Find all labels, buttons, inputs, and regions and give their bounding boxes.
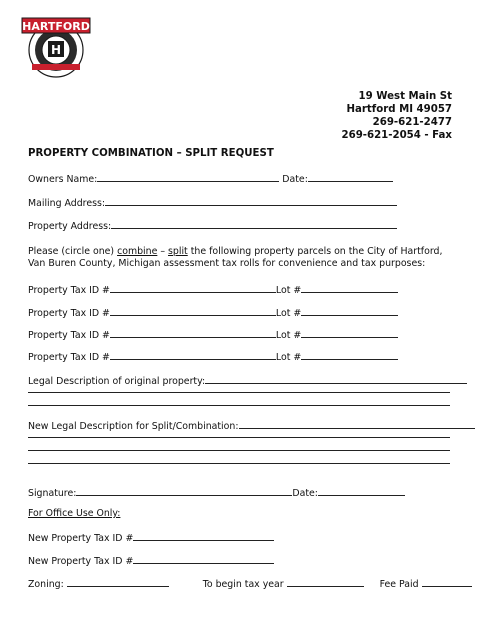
legal-original-field[interactable] (205, 374, 467, 384)
new-tax-id-field[interactable] (133, 531, 274, 541)
signature-field[interactable] (76, 486, 292, 496)
sig-date-field[interactable] (318, 486, 405, 496)
sig-date-label: Date: (292, 488, 318, 499)
svg-text:H: H (50, 43, 62, 57)
new-tax-id-field[interactable] (133, 554, 274, 564)
tax-id-label: Property Tax ID # (28, 285, 110, 296)
address-street: 19 West Main St (358, 91, 452, 102)
owners-name-field[interactable] (97, 172, 279, 182)
new-tax-id-label: New Property Tax ID # (28, 533, 134, 544)
address-phone: 269-621-2477 (372, 117, 452, 128)
parcel-row (28, 350, 398, 363)
tax-id-field[interactable] (110, 328, 276, 338)
signature-row (28, 486, 405, 499)
fee-paid-label: Fee Paid (379, 579, 419, 590)
legal-original-label: Legal Description of original property: (28, 376, 206, 387)
lot-label: Lot # (275, 285, 302, 296)
office-use-heading: For Office Use Only: (28, 508, 121, 519)
instruction-post: the following property parcels on the City of Hartford, Van Buren County, Michigan assessment tax rolls for convenience and tax purposes: (28, 246, 443, 269)
tax-id-label: Property Tax ID # (28, 330, 110, 341)
address-fax: 269-621-2054 - Fax (341, 130, 452, 141)
legal-new-line[interactable] (28, 450, 450, 451)
legal-new-field[interactable] (239, 419, 475, 429)
address-city: Hartford MI 49057 (346, 104, 452, 115)
instruction-pre: Please (circle one) (28, 246, 118, 257)
fee-paid-field[interactable] (422, 577, 472, 587)
parcel-row (28, 283, 398, 296)
svg-text:HARTFORD: HARTFORD (22, 20, 90, 33)
signature-label: Signature: (28, 488, 77, 499)
new-tax-id-row (28, 554, 274, 567)
date-label: Date: (282, 174, 308, 185)
begin-tax-year-label: To begin tax year (202, 579, 284, 590)
address-block (342, 90, 452, 142)
legal-new-line[interactable] (28, 437, 450, 438)
lot-field[interactable] (301, 350, 398, 360)
mailing-address-field[interactable] (105, 196, 397, 206)
parcel-row (28, 306, 398, 319)
mailing-address-row (28, 196, 397, 209)
split-option[interactable]: split (168, 246, 188, 257)
new-tax-id-row (28, 531, 274, 544)
instruction-dash: – (157, 246, 169, 257)
lot-label: Lot # (275, 308, 302, 319)
new-tax-id-label: New Property Tax ID # (28, 556, 134, 567)
legal-original-line[interactable] (28, 392, 450, 393)
begin-tax-year-field[interactable] (287, 577, 364, 587)
instruction-paragraph (28, 246, 460, 270)
tax-id-label: Property Tax ID # (28, 352, 110, 363)
legal-original-line[interactable] (28, 405, 450, 406)
combine-option[interactable]: combine (117, 246, 158, 257)
legal-new-line[interactable] (28, 463, 450, 464)
tax-id-field[interactable] (110, 350, 276, 360)
hartford-emblem-icon (18, 14, 94, 80)
hartford-logo (18, 14, 94, 80)
lot-field[interactable] (301, 283, 398, 293)
owners-name-label: Owners Name: (28, 174, 98, 185)
form-title: PROPERTY COMBINATION – SPLIT REQUEST (28, 148, 274, 159)
lot-label: Lot # (275, 352, 302, 363)
property-address-row (28, 219, 397, 232)
mailing-address-label: Mailing Address: (28, 198, 106, 209)
tax-id-field[interactable] (110, 306, 276, 316)
legal-new-row (28, 419, 475, 432)
zoning-label: Zoning: (28, 579, 64, 590)
date-field[interactable] (308, 172, 393, 182)
property-address-field[interactable] (111, 219, 397, 229)
tax-id-field[interactable] (110, 283, 276, 293)
tax-id-label: Property Tax ID # (28, 308, 110, 319)
zoning-row (28, 577, 472, 590)
zoning-field[interactable] (67, 577, 169, 587)
property-address-label: Property Address: (28, 221, 112, 232)
parcel-row (28, 328, 398, 341)
lot-field[interactable] (301, 306, 398, 316)
legal-new-label: New Legal Description for Split/Combination: (28, 421, 239, 432)
owners-name-row (28, 172, 393, 185)
lot-field[interactable] (301, 328, 398, 338)
legal-original-row (28, 374, 467, 387)
lot-label: Lot # (275, 330, 302, 341)
